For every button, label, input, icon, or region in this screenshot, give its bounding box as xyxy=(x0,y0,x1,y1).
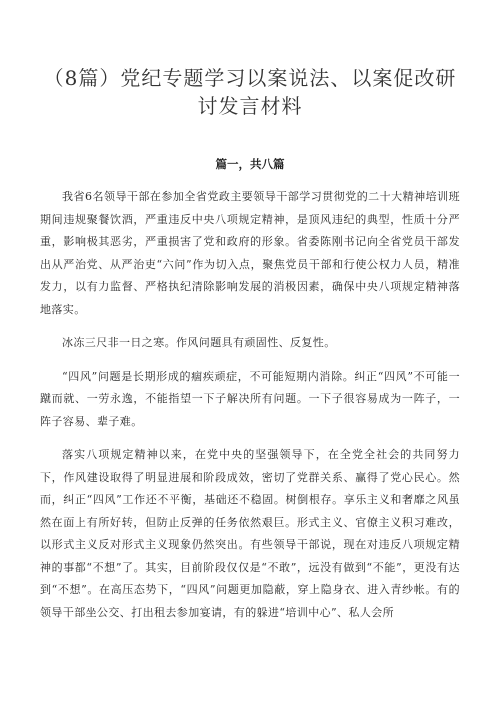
paragraph-1: 我省6名领导干部在参加全省党政主要领导干部学习贯彻党的二十大精神培训班期间违规聚餐饮酒，严重违反中央八项规定精神，是顶风违纪的典型，性质十分严重，影响极其恶劣，严重损害了党和政府的形象。省委陈刚书记向全省党员干部发出从严治党、从严治吏“六问”作为切入点，聚焦党员干部和行使公权力人员，精准发力，以有力监督、严格执纪清除影响发展的消极因素，确保中央八项规定精神落地落实。 xyxy=(40,190,460,316)
paragraph-4: 落实八项规定精神以来，在党中央的坚强领导下，在全党全社会的共同努力下，作风建设取得了明显进展和阶段成效，密切了党群关系、赢得了党心民心。然而，纠正“四风”工作还不平衡，基础还不稳固。树倒根存。享乐主义和奢靡之风虽然在面上有所好转，但防止反弹的任务依然艰巨。形式主义、官僚主义积习难改，以形式主义反对形式主义现象仍然突出。有些领导干部说，现在对违反八项规定精神的事都“不想”了。其实，目前阶段仅仅是“不敢”，远没有做到“不能”，更没有达到“不想”。在高压态势下，“四风”问题更加隐蔽，穿上隐身衣、进入青纱帐。有的领导干部坐公交、打出租去参加宴请，有的躲进“培训中心”、私人会所 xyxy=(40,448,460,619)
document-title: （8篇）党纪专题学习以案说法、以案促改研讨发言材料 xyxy=(43,66,457,118)
paragraph-3: “四风”问题是长期形成的痼疾顽症，不可能短期内消除。纠正“四风”不可能一蹴而就、一劳永逸，不能指望一下子解决所有问题。一下子很容易成为一阵子，一阵子容易、辈子难。 xyxy=(40,369,460,428)
section-heading: 篇一，共八篇 xyxy=(215,157,285,171)
paragraph-2: 冰冻三尺非一日之寒。作风问题具有顽固性、反复性。 xyxy=(62,336,336,349)
